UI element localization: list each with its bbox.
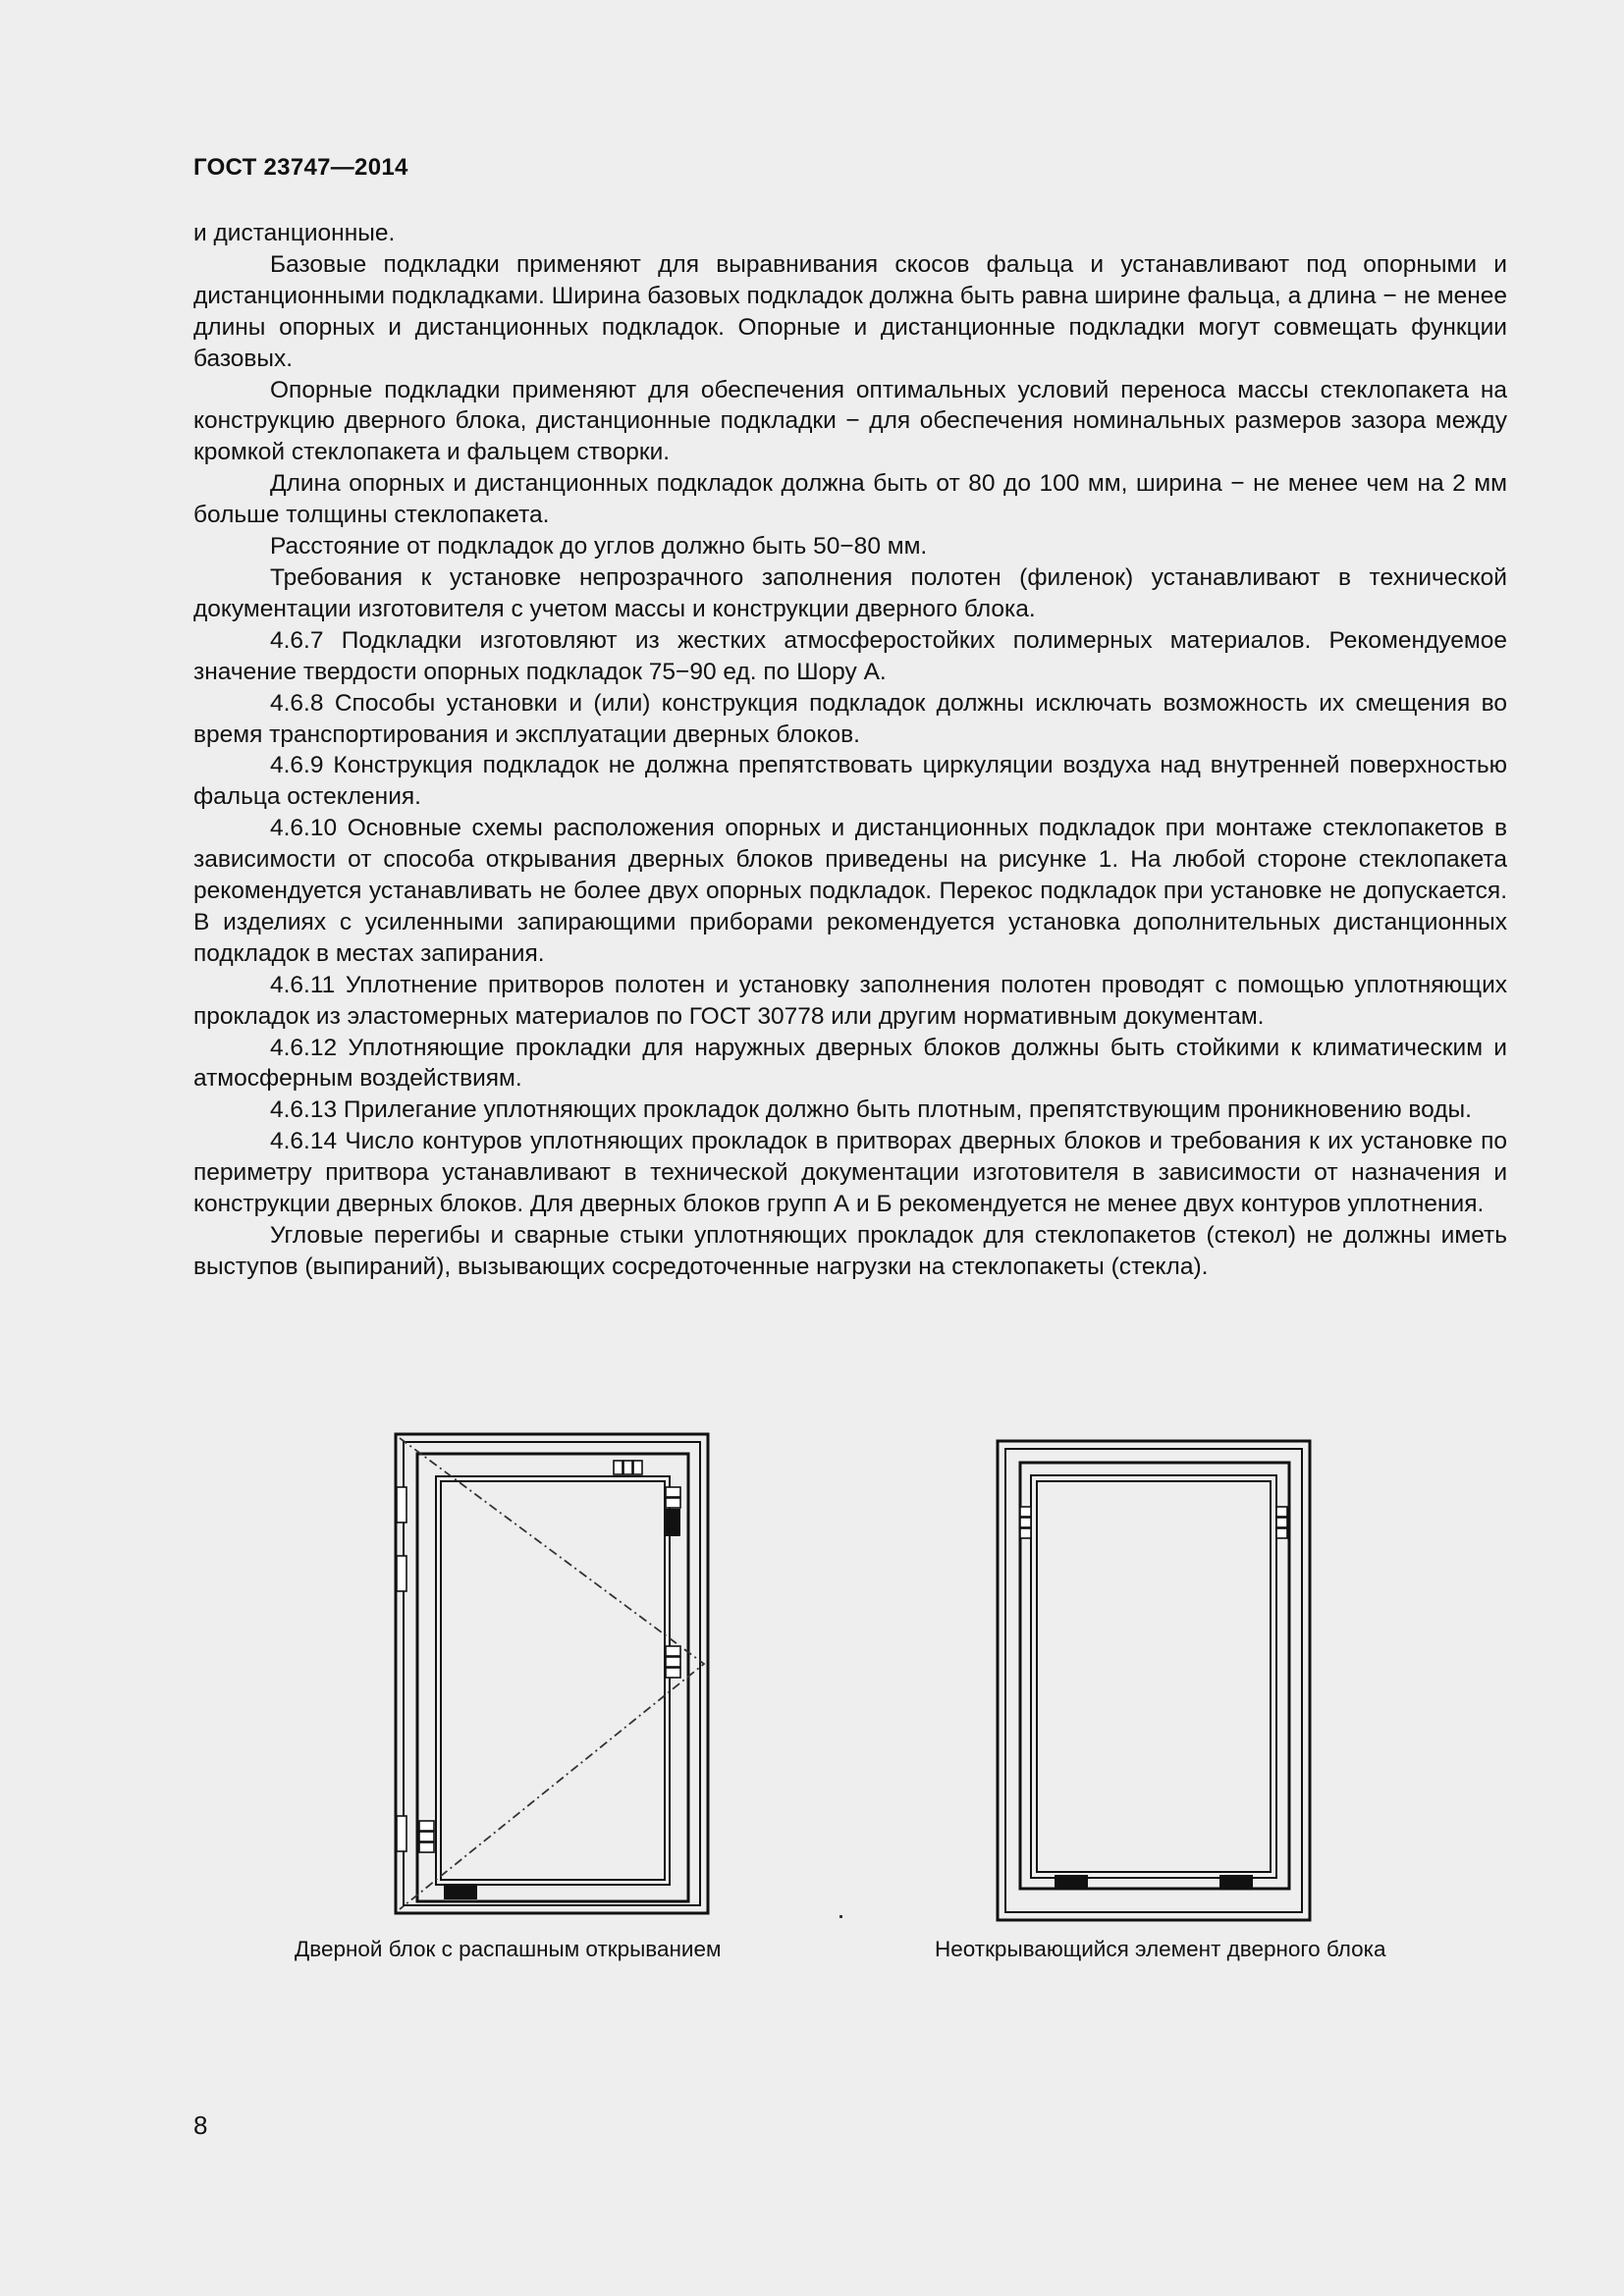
hinged-door-block-diagram-icon (390, 1428, 714, 1924)
paragraph-4-6-11: 4.6.11 Уплотнение притворов полотен и установку заполнения полотен проводят с помощью уплотняющих прокладок из эластомерных материалов по ГОСТ 30778 или другим нормативным документам. (193, 971, 1507, 1030)
paragraph-4-6-8: 4.6.8 Способы установки и (или) конструкция подкладок должны исключать возможность их смещения во время транспортирования и эксплуатации дверных блоков. (193, 689, 1507, 748)
paragraph: Требования к установке непрозрачного заполнения полотен (филенок) устанавливают в технической документации изготовителя с учетом массы и конструкции дверного блока. (193, 563, 1507, 622)
paragraph: Расстояние от подкладок до углов должно быть 50−80 мм. (270, 533, 928, 561)
page-number: 8 (193, 2110, 208, 2140)
paragraph: Длина опорных и дистанционных подкладок должна быть от 80 до 100 мм, ширина − не менее чем на 2 мм больше толщины стеклопакета. (193, 470, 1507, 529)
paragraph: Базовые подкладки применяют для выравнивания скосов фальца и устанавливают под опорными и дистанционными подкладками. Ширина базовых подкладок должна быть равна ширине фальца, а длина − не менее длины опорных и дистанционных подкладок. Опорные и дистанционные подкладки могут совмещать функции базовых. (193, 250, 1507, 372)
paragraph: и дистанционные. (193, 220, 396, 246)
stray-dot (839, 1915, 842, 1918)
paragraph-4-6-12: 4.6.12 Уплотняющие прокладки для наружных дверных блоков должны быть стойкими к климатическим и атмосферным воздействиям. (193, 1034, 1507, 1093)
paragraph-4-6-14: 4.6.14 Число контуров уплотняющих прокладок в притворах дверных блоков и требования к их установке по периметру притвора устанавливают в технической документации изготовителя в зависимости от назначения и конструкции дверных блоков. Для дверных блоков групп А и Б рекомендуется не менее двух контуров уплотнения. (193, 1128, 1507, 1218)
paragraph-4-6-9: 4.6.9 Конструкция подкладок не должна препятствовать циркуляции воздуха над внутренней поверхностью фальца остекления. (193, 752, 1507, 811)
paragraph-4-6-10: 4.6.10 Основные схемы расположения опорных и дистанционных подкладок при монтаже стеклопакетов в зависимости от способа открывания дверных блоков приведены на рисунке 1. На любой стороне стеклопакета рекомендуется устанавливать не более двух опорных подкладок. Перекос подкладок при установке не допускается. В изделиях с усиленными запирающими приборами рекомендуется установка дополнительных дистанционных подкладок в местах запирания. (193, 815, 1507, 967)
paragraph: Опорные подкладки применяют для обеспечения оптимальных условий переноса массы стеклопакета на конструкцию дверного блока, дистанционные подкладки − для обеспечения номинальных размеров зазора между кромкой стеклопакета и фальцем створки. (193, 376, 1507, 466)
paragraph: Угловые перегибы и сварные стыки уплотняющих прокладок для стеклопакетов (стекол) не должны иметь выступов (выпираний), вызывающих сосредоточенные нагрузки на стеклопакеты (стекла). (193, 1222, 1507, 1280)
figure-caption-hinged: Дверной блок с распашным открыванием (295, 1937, 722, 1961)
document-header: ГОСТ 23747—2014 (193, 154, 408, 181)
body-text (193, 218, 1507, 1283)
fixed-door-element-diagram-icon (994, 1428, 1313, 1929)
paragraph-4-6-13: 4.6.13 Прилегание уплотняющих прокладок должно быть плотным, препятствующим проникновению воды. (270, 1096, 1472, 1124)
figure-caption-fixed: Неоткрывающийся элемент дверного блока (935, 1937, 1386, 1961)
paragraph-4-6-7: 4.6.7 Подкладки изготовляют из жестких атмосферостойких полимерных материалов. Рекомендуемое значение твердости опорных подкладок 75−90 ед. по Шору А. (193, 626, 1507, 685)
